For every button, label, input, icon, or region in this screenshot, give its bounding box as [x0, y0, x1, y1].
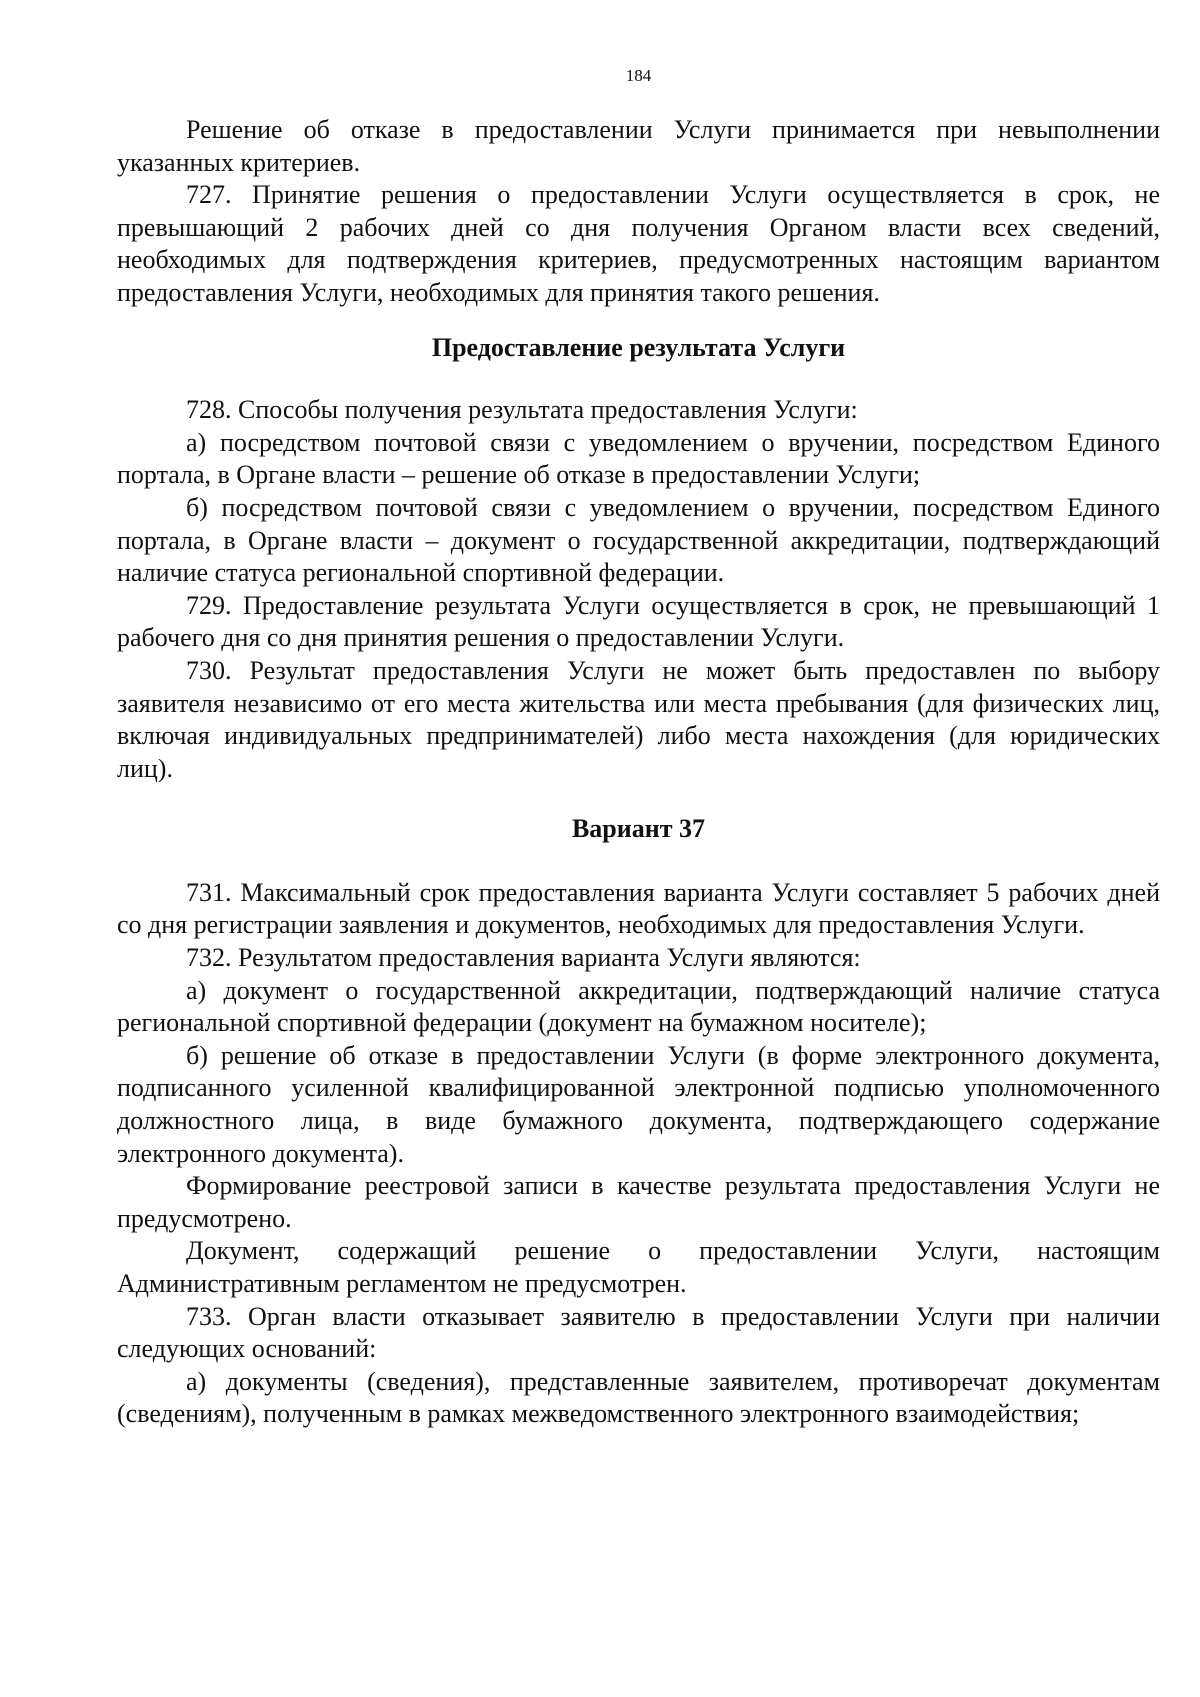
paragraph: б) посредством почтовой связи с уведомлением о вручении, посредством Единого портала, в Органе власти – документ о государственной аккредитации, подтверждающий наличие статуса региональной спортивной федерации. [117, 492, 1160, 588]
document-page [117, 60, 1160, 1431]
section-variant [117, 877, 1160, 1431]
paragraph: б) решение об отказе в предоставлении Услуги (в форме электронного документа, подписанного усиленной квалифицированной электронной подписью уполномоченного должностного лица, в виде бумажного документа, подтверждающего содержание электронного документа). [117, 1040, 1160, 1168]
paragraph: Решение об отказе в предоставлении Услуги принимается при невыполнении указанных критериев. [117, 115, 1160, 177]
paragraph: 730. Результат предоставления Услуги не может быть предоставлен по выбору заявителя независимо от его места жительства или места пребывания (для физических лиц, включая индивидуальных предпринимателей) либо места нахождения (для юридических лиц). [117, 655, 1160, 783]
paragraph: 733. Орган власти отказывает заявителю в предоставлении Услуги при наличии следующих оснований: [117, 1301, 1160, 1364]
section-criteria [117, 114, 1160, 310]
paragraph: Документ, содержащий решение о предоставлении Услуги, настоящим Административным регламентом не предусмотрен. [117, 1236, 1160, 1298]
paragraph: 727. Принятие решения о предоставлении Услуги осуществляется в срок, не превышающий 2 рабочих дней со дня получения Органом власти всех сведений, необходимых для подтверждения критериев, предусмотренных настоящим вариантом предоставления Услуги, необходимых для принятия такого решения. [117, 180, 1160, 307]
variant-heading: Вариант 37 [571, 814, 706, 844]
section-result [117, 394, 1160, 785]
paragraph: 728. Способы получения результата предоставления Услуги: [186, 395, 858, 425]
section-heading: Предоставление результата Услуги [431, 332, 846, 362]
page-number: 184 [625, 66, 652, 85]
paragraph: Формирование реестровой записи в качестве результата предоставления Услуги не предусмотрено. [117, 1171, 1160, 1233]
paragraph: а) посредством почтовой связи с уведомлением о вручении, посредством Единого портала, в Органе власти – решение об отказе в предоставлении Услуги; [117, 427, 1160, 490]
paragraph: 731. Максимальный срок предоставления варианта Услуги составляет 5 рабочих дней со дня регистрации заявления и документов, необходимых для предоставления Услуги. [117, 877, 1160, 940]
paragraph: а) документы (сведения), представленные заявителем, противоречат документам (сведениям), полученным в рамках межведомственного электронного взаимодействия; [117, 1366, 1160, 1429]
paragraph: 732. Результатом предоставления варианта Услуги являются: [186, 943, 861, 973]
paragraph: 729. Предоставление результата Услуги осуществляется в срок, не превышающий 1 рабочего дня со дня принятия решения о предоставлении Услуги. [117, 590, 1160, 653]
paragraph: а) документ о государственной аккредитации, подтверждающий наличие статуса региональной спортивной федерации (документ на бумажном носителе); [117, 975, 1160, 1038]
